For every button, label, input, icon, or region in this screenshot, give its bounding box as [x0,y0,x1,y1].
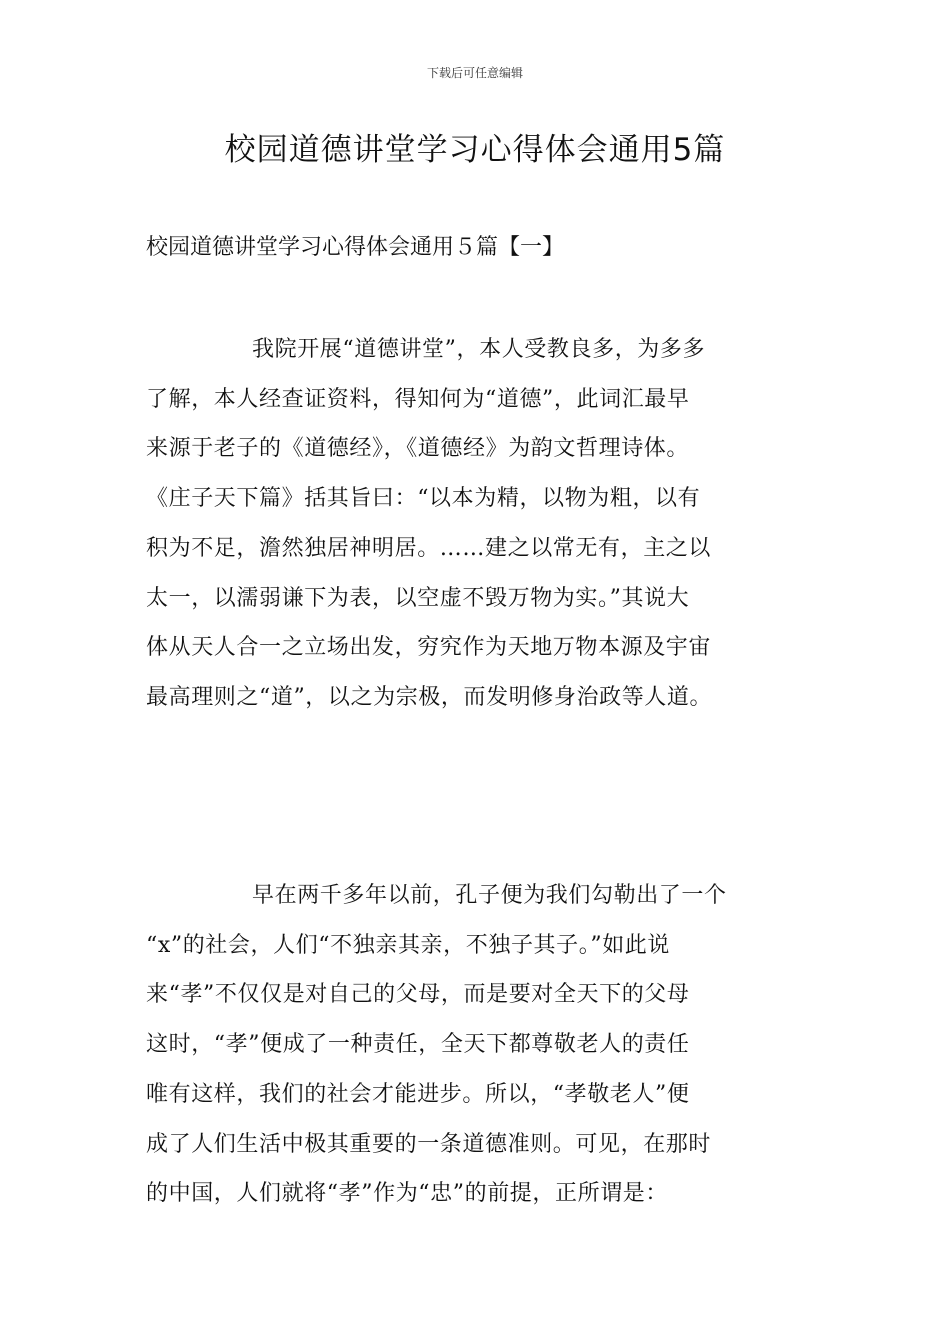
section-heading: 校园道德讲堂学习心得体会通用５篇【一】 [146,235,565,260]
paragraph-line: 积为不足，澹然独居神明居。……建之以常无有，主之以 [146,535,712,561]
document-title: 校园道德讲堂学习心得体会通用5篇 [224,132,726,168]
paragraph-line: 来源于老子的《道德经》，《道德经》为韵文哲理诗体。 [146,436,690,462]
paragraph-line: 最高理则之“道”，以之为宗极，而发明修身治政等人道。 [146,684,713,710]
paragraph-line: 了解，本人经查证资料，得知何为“道德”，此词汇最早 [146,386,690,412]
paragraph-line: 成了人们生活中极其重要的一条道德准则。可见，在那时 [146,1131,712,1157]
paragraph-line: 的中国，人们就将“孝”作为“忠”的前提，正所谓是： [146,1181,668,1207]
paragraph-line: 太一，以濡弱谦下为表，以空虚不毁万物为实。”其说大 [146,585,690,611]
paragraph-line: 早在两千多年以前，孔子便为我们勾勒出了一个 [252,883,727,908]
header-note: 下载后可任意编辑 [426,66,523,80]
paragraph-line: 体从天人合一之立场出发，穷究作为天地万物本源及宇宙 [146,635,712,661]
paragraph-line: 来“孝”不仅仅是对自己的父母，而是要对全天下的父母 [146,982,690,1008]
paragraph-line: 这时，“孝”便成了一种责任，全天下都尊敬老人的责任 [146,1032,690,1058]
paragraph-2 [146,871,806,1219]
paragraph-line: 唯有这样，我们的社会才能进步。所以，“孝敬老人”便 [146,1081,690,1107]
paragraph-line: “x”的社会，人们“不独亲其亲，不独子其子。”如此说 [146,932,670,958]
paragraph-1 [146,325,806,723]
paragraph-line: 我院开展“道德讲堂”，本人受教良多，为多多 [252,337,706,362]
paragraph-line: 《庄子天下篇》括其旨曰：“以本为精，以物为粗，以有 [146,486,701,512]
